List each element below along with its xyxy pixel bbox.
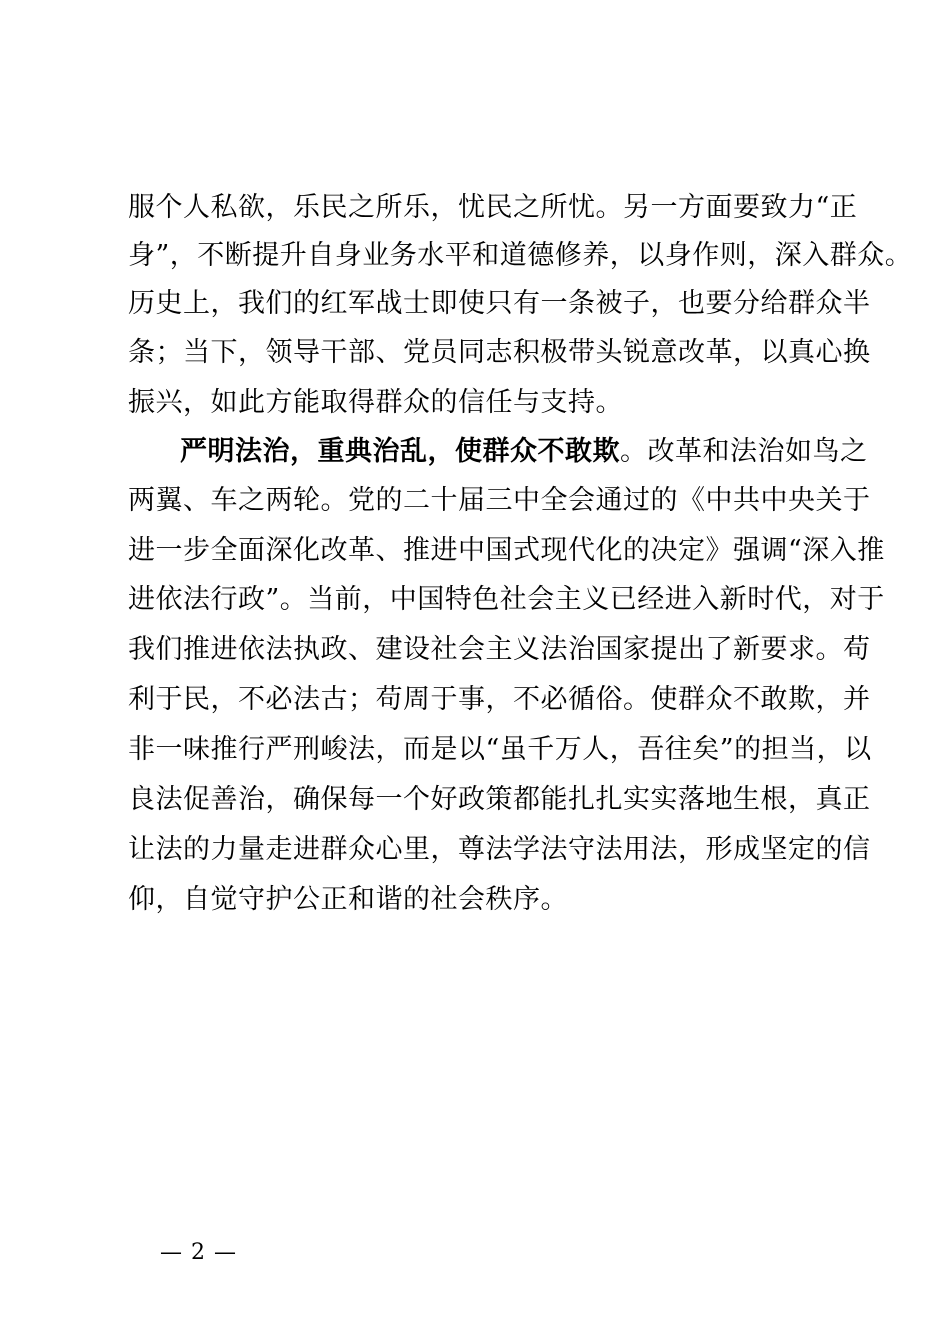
paragraph-2-line-6: 利于民，不必法古；苟周于事，不必循俗。使群众不敢欺，并 <box>128 684 871 715</box>
paragraph-2-line-1 <box>180 428 868 476</box>
paragraph-2-line-2: 两翼、车之两轮。党的二十届三中全会通过的《中共中央关于 <box>128 485 871 516</box>
paragraph-1-line-1: 服个人私欲，乐民之所乐，忧民之所忧。另一方面要致力“正 <box>128 192 858 223</box>
paragraph-2-line-7: 非一味推行严刑峻法，而是以“虽千万人，吾往矣”的担当，以 <box>128 734 872 765</box>
paragraph-2-heading: 严明法治，重典治乱，使群众不敢欺 <box>180 436 620 467</box>
paragraph-1-line-3: 历史上，我们的红军战士即使只有一条被子，也要分给群众半 <box>128 288 871 319</box>
paragraph-1-line-5: 振兴，如此方能取得群众的信任与支持。 <box>128 387 623 418</box>
paragraph-2-line-3: 进一步全面深化改革、推进中国式现代化的决定》强调“深入推 <box>128 535 885 566</box>
page-number: — 2 — <box>160 1240 237 1265</box>
paragraph-1-line-2: 身”，不断提升自身业务水平和道德修养，以身作则，深入群众。 <box>128 240 913 271</box>
paragraph-2-line-10: 仰，自觉守护公正和谐的社会秩序。 <box>128 884 568 915</box>
paragraph-2-line-1-rest: 。改革和法治如鸟之 <box>620 436 868 467</box>
paragraph-2-line-8: 良法促善治，确保每一个好政策都能扎扎实实落地生根，真正 <box>128 784 871 815</box>
paragraph-2-line-9: 让法的力量走进群众心里，尊法学法守法用法，形成坚定的信 <box>128 834 871 865</box>
paragraph-2-line-5: 我们推进依法执政、建设社会主义法治国家提出了新要求。苟 <box>128 634 871 665</box>
paragraph-1-line-4: 条；当下，领导干部、党员同志积极带头锐意改革，以真心换 <box>128 337 871 368</box>
paragraph-2-line-4: 进依法行政”。当前，中国特色社会主义已经进入新时代，对于 <box>128 584 885 615</box>
